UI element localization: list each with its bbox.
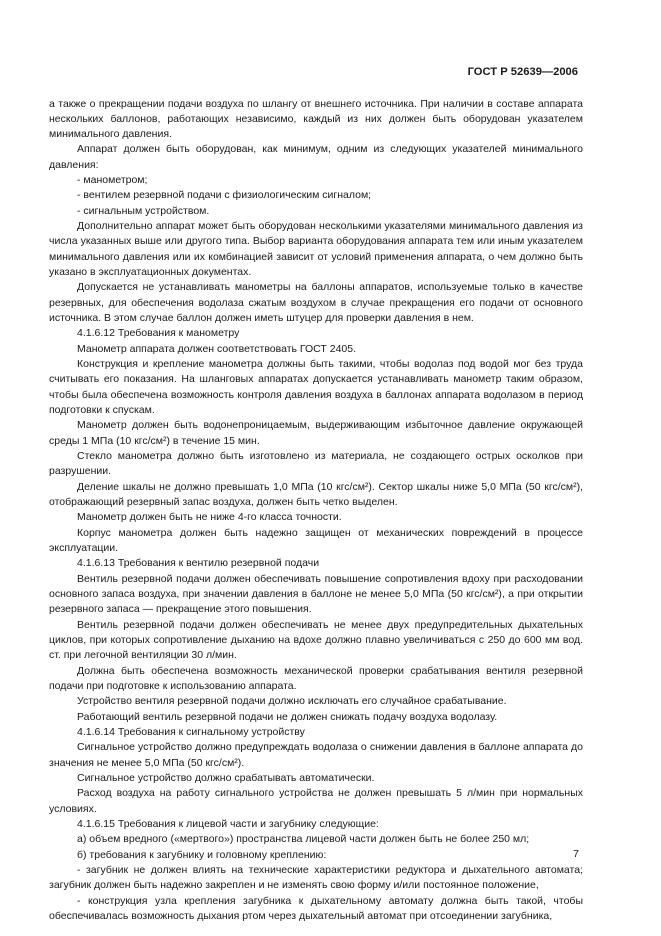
paragraph: Сигнальное устройство должно срабатывать автоматически. [77, 771, 375, 784]
paragraph: Корпус манометра должен быть надежно защищен от механических повреждений в процессе эксплуатации. [49, 526, 583, 555]
list-item: - вентилем резервной подачи с физиологическим сигналом; [77, 189, 372, 202]
section-heading: 4.1.6.13 Требования к вентилю резервной подачи [77, 557, 320, 570]
list-item: - манометром; [77, 174, 148, 187]
body-text [49, 97, 583, 925]
section-heading: 4.1.6.14 Требования к сигнальному устройству [77, 725, 305, 738]
paragraph: Манометр должен быть водонепроницаемым, выдерживающим избыточное давление окружающей среды 1 МПа (10 кгс/см²) в течение 15 мин. [49, 419, 583, 447]
list-item: а) объем вредного («мертвого») пространства лицевой части должен быть не более 250 мл; [77, 833, 530, 846]
paragraph: Манометр аппарата должен соответствовать ГОСТ 2405. [77, 342, 357, 355]
paragraph: Устройство вентиля резервной подачи должно исключать его случайное срабатывание. [77, 695, 507, 708]
paragraph: Работающий вентиль резервной подачи не должен снижать подачу воздуха водолазу. [77, 710, 498, 723]
standard-header: ГОСТ Р 52639—2006 [467, 66, 578, 78]
list-item: б) требования к загубнику и головному креплению: [77, 848, 327, 861]
paragraph: Должна быть обеспечена возможность механической проверки срабатывания вентиля резервной подачи при подготовке к использованию аппарата. [49, 664, 583, 692]
paragraph: Конструкция и крепление манометра должны быть такими, чтобы водолаз под водой мог без труда считывать его показания. На шланговых аппаратах допускается устанавливать манометр таким образом, чтобы была обеспечена возможность контроля давления воздуха в баллонах аппарата водолазом в период подготовки к спускам. [49, 358, 583, 417]
paragraph: Манометр должен быть не ниже 4-го класса точности. [77, 511, 342, 524]
paragraph: Дополнительно аппарат может быть оборудован несколькими указателями минимального давления из числа указанных выше или другого типа. Выбор варианта оборудования аппарата тем или иным указателем минимального давления или их комбинацией зависит от условий применения аппарата, о чем должно быть указано в эксплуатационных документах. [49, 220, 583, 279]
paragraph: Расход воздуха на работу сигнального устройства не должен превышать 5 л/мин при нормальных условиях. [49, 787, 583, 815]
paragraph: Вентиль резервной подачи должен обеспечивать повышение сопротивления вдоху при расходовании основного запаса воздуха, при значении давления в баллоне не менее 5,0 МПа (50 кгс/см²), а при открытии резервного запаса — прекращение этого повышения. [49, 572, 583, 616]
paragraph: Деление шкалы не должно превышать 1,0 МПа (10 кгс/см²). Сектор шкалы ниже 5,0 МПа (50 кгс/см²), отображающий резервный запас воздуха, должен быть четко выделен. [49, 480, 583, 509]
list-item: - загубник не должен влиять на технические характеристики редуктора и дыхательного автомата; загубник должен быть надежно закреплен и не изменять свою форму и/или постоянное положение, [49, 863, 583, 892]
paragraph: Вентиль резервной подачи должен обеспечивать не менее двух предупредительных дыхательных циклов, при которых сопротивление дыханию на вдохе должно плавно увеличиваться с 250 до 600 мм вод. ст. при легочной вентиляции 30 л/мин. [49, 618, 583, 662]
list-item: - сигнальным устройством. [77, 204, 210, 217]
page-number: 7 [573, 848, 579, 860]
paragraph: Допускается не устанавливать манометры на баллоны аппаратов, используемые только в качестве резервных, для обеспечения водолаза сжатым воздухом в случае прекращения его подачи от основного источника. В этом случае баллон должен иметь штуцер для проверки давления в нем. [49, 281, 583, 325]
paragraph: а также о прекращении подачи воздуха по шлангу от внешнего источника. При наличии в составе аппарата нескольких баллонов, работающих независимо, каждый из них должен быть оборудован указателем минимального давления. [49, 97, 583, 141]
paragraph: Сигнальное устройство должно предупреждать водолаза о снижении давления в баллоне аппарата до значения не менее 5,0 МПа (50 кгс/см²). [49, 741, 583, 769]
paragraph: Стекло манометра должно быть изготовлено из материала, не создающего острых осколков при разрушении. [49, 450, 583, 478]
section-heading: 4.1.6.15 Требования к лицевой части и загубнику следующие: [77, 817, 379, 830]
paragraph: Аппарат должен быть оборудован, как минимум, одним из следующих указателей минимального давления: [49, 143, 583, 171]
list-item: - конструкция узла крепления загубника к дыхательному автомату должна быть такой, чтобы обеспечивалась возможность дыхания ртом через дыхательный автомат при отсоединении загубника, [49, 894, 583, 922]
section-heading: 4.1.6.12 Требования к манометру [77, 327, 240, 340]
